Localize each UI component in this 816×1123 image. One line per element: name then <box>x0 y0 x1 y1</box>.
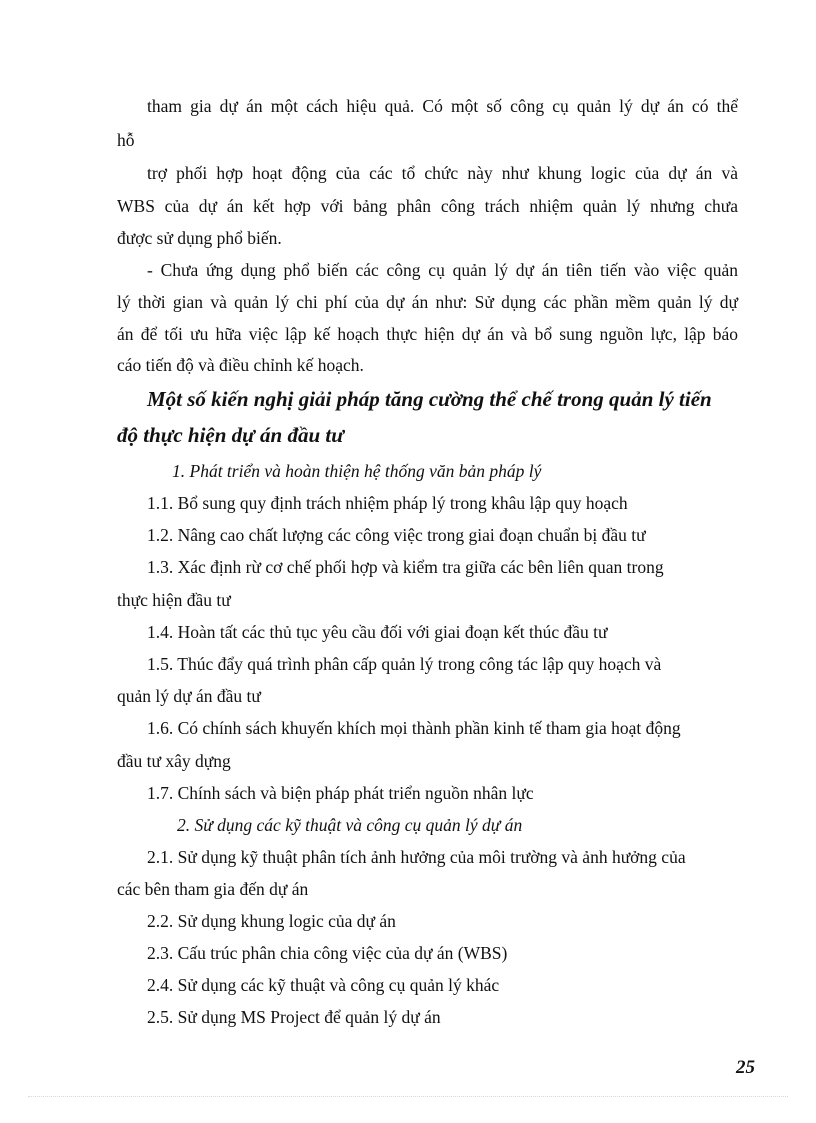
paragraph-line: - Chưa ứng dụng phổ biến các công cụ quản lý dự án tiên tiến vào việc quản <box>147 260 738 280</box>
list-item-continuation: đầu tư xây dựng <box>117 751 231 771</box>
subsection-title: 1. Phát triển và hoàn thiện hệ thống văn bản pháp lý <box>172 461 542 481</box>
paragraph-line: hỗ <box>117 130 135 150</box>
list-item: 1.5. Thúc đẩy quá trình phân cấp quản lý trong công tác lập quy hoạch và <box>147 654 662 674</box>
section-heading: độ thực hiện dự án đầu tư <box>117 423 344 447</box>
list-item-continuation: thực hiện đầu tư <box>117 590 231 610</box>
list-item: 1.7. Chính sách và biện pháp phát triển nguồn nhân lực <box>147 783 534 803</box>
list-item: 1.4. Hoàn tất các thủ tục yêu cầu đối với giai đoạn kết thúc đầu tư <box>147 622 608 642</box>
section-heading: Một số kiến nghị giải pháp tăng cường thể chế trong quản lý tiến <box>147 387 712 411</box>
list-item: 2.3. Cấu trúc phân chia công việc của dự án (WBS) <box>147 943 508 963</box>
list-item: 1.2. Nâng cao chất lượng các công việc trong giai đoạn chuẩn bị đầu tư <box>147 525 646 545</box>
footer-divider <box>28 1096 788 1097</box>
list-item: 1.1. Bổ sung quy định trách nhiệm pháp lý trong khâu lập quy hoạch <box>147 493 628 513</box>
subsection-title: 2. Sử dụng các kỹ thuật và công cụ quản lý dự án <box>177 815 523 835</box>
paragraph-line: WBS của dự án kết hợp với bảng phân công trách nhiệm quản lý nhưng chưa <box>117 196 738 216</box>
list-item: 2.4. Sử dụng các kỹ thuật và công cụ quản lý khác <box>147 975 500 995</box>
list-item: 1.3. Xác định rừ cơ chế phối hợp và kiểm tra giữa các bên liên quan trong <box>147 557 664 577</box>
paragraph-line: được sử dụng phổ biến. <box>117 228 282 248</box>
list-item-continuation: quản lý dự án đầu tư <box>117 686 261 706</box>
paragraph-line: tham gia dự án một cách hiệu quả. Có một số công cụ quản lý dự án có thể <box>147 96 738 116</box>
list-item-continuation: các bên tham gia đến dự án <box>117 879 309 899</box>
list-item: 1.6. Có chính sách khuyến khích mọi thành phần kinh tế tham gia hoạt động <box>147 718 681 738</box>
paragraph-line: lý thời gian và quản lý chi phí của dự án như: Sử dụng các phần mềm quản lý dự <box>117 292 738 312</box>
page-number: 25 <box>736 1057 755 1078</box>
paragraph-line: cáo tiến độ và điều chỉnh kế hoạch. <box>117 355 364 375</box>
list-item: 2.5. Sử dụng MS Project để quản lý dự án <box>147 1007 441 1027</box>
paragraph-line: trợ phối hợp hoạt động của các tổ chức này như khung logic của dự án và <box>147 163 738 183</box>
list-item: 2.1. Sử dụng kỹ thuật phân tích ảnh hưởng của môi trường và ảnh hưởng của <box>147 847 686 867</box>
list-item: 2.2. Sử dụng khung logic của dự án <box>147 911 396 931</box>
paragraph-line: án để tối ưu hữa việc lập kế hoạch thực hiện dự án và bổ sung nguồn lực, lập báo <box>117 324 738 344</box>
